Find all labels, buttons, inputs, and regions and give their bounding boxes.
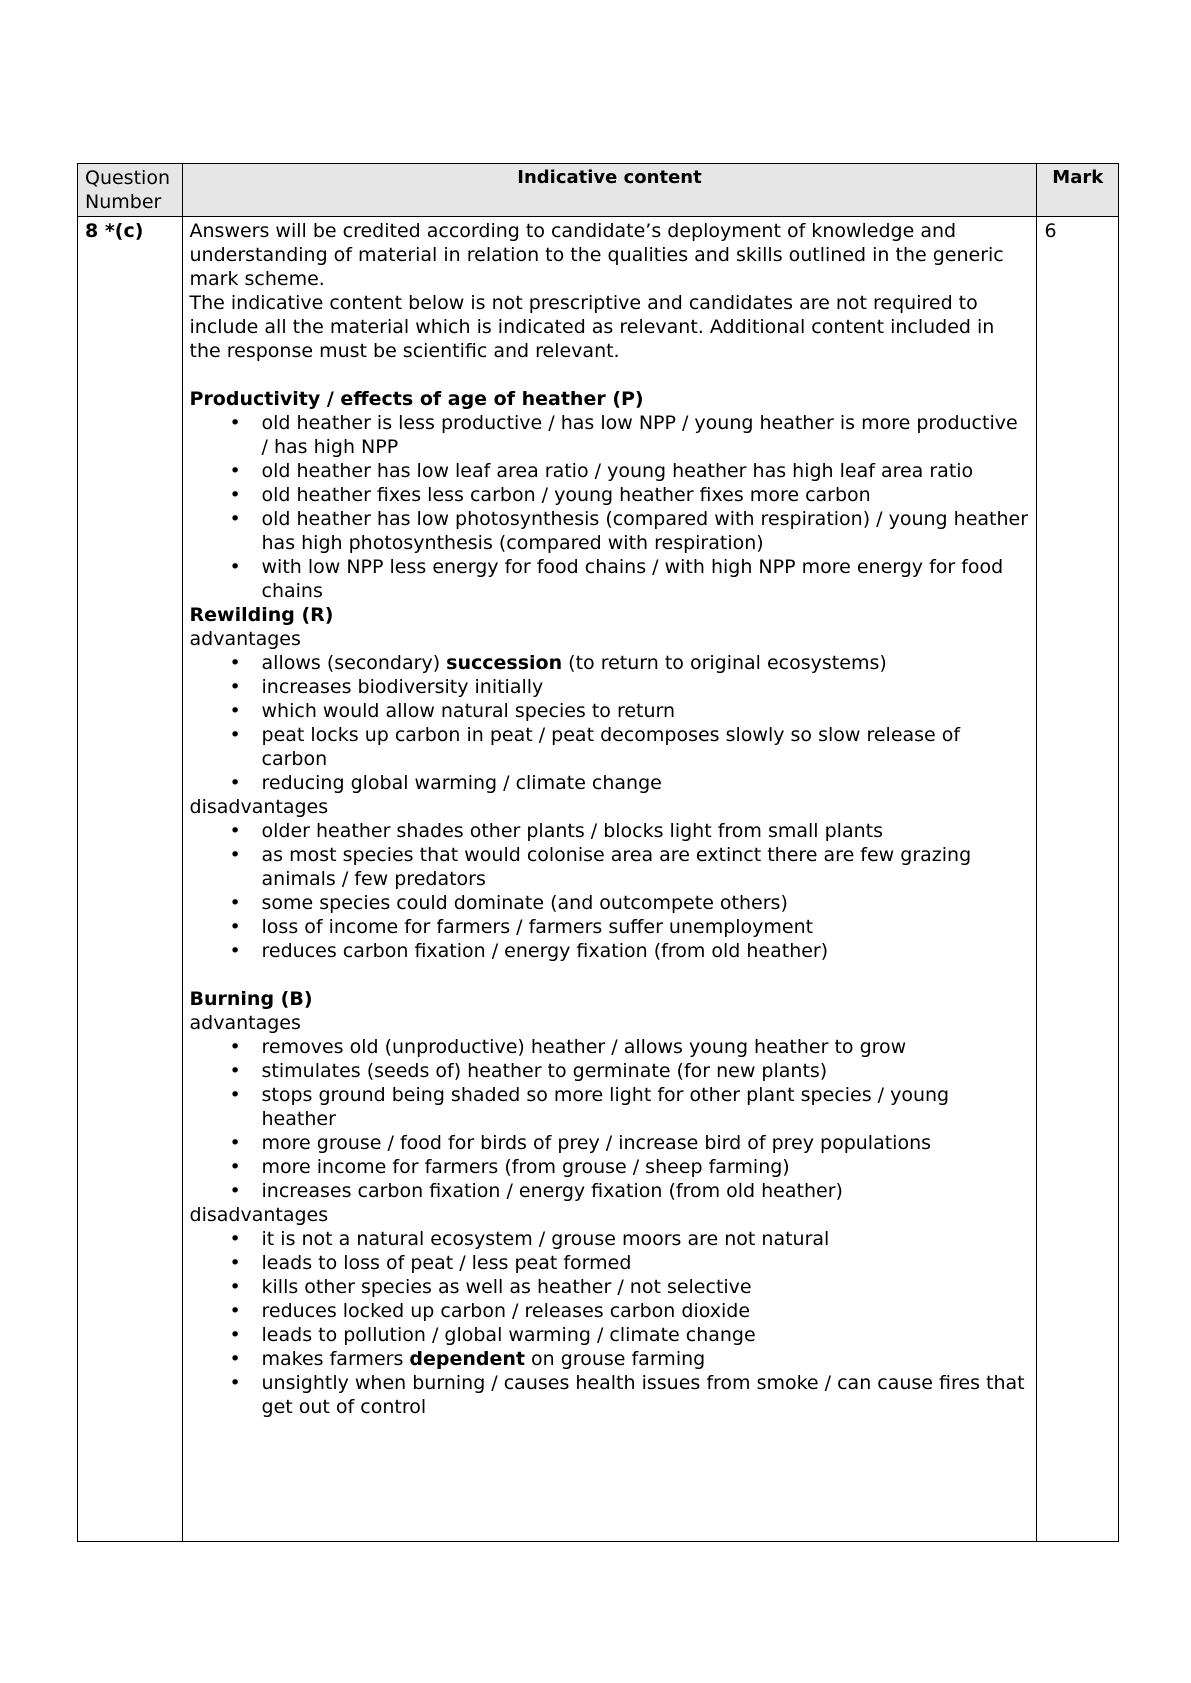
- list-item: • more income for farmers (from grouse / sheep farming): [262, 1155, 1030, 1179]
- list-item: • allows (secondary) succession (to return to original ecosystems): [262, 651, 1030, 675]
- header-mark: Mark: [1037, 164, 1119, 217]
- section-heading-productivity: Productivity / effects of age of heather (P): [189, 388, 644, 410]
- list-item: • unsightly when burning / causes health issues from smoke / can cause fires that get out of control: [262, 1371, 1030, 1419]
- list-item: • loss of income for farmers / farmers suffer unemployment: [262, 915, 1030, 939]
- header-question-number: Question Number: [78, 164, 183, 217]
- question-number: 8 *(c): [78, 217, 183, 1542]
- list-item: • stops ground being shaded so more light for other plant species / young heather: [262, 1083, 1030, 1131]
- list-item: • reduces locked up carbon / releases carbon dioxide: [262, 1299, 1030, 1323]
- list-item: • old heather is less productive / has low NPP / young heather is more productive / has high NPP: [262, 411, 1030, 459]
- list-item: • leads to pollution / global warming / climate change: [262, 1323, 1030, 1347]
- intro-paragraph: Answers will be credited according to candidate’s deployment of knowledge and understanding of material in relation to the qualities and skills outlined in the generic mark scheme.: [189, 220, 1004, 290]
- subheading-advantages: advantages: [189, 628, 301, 650]
- list-item: • old heather has low leaf area ratio / young heather has high leaf area ratio: [262, 459, 1030, 483]
- intro-paragraph: The indicative content below is not prescriptive and candidates are not required to include all the material which is indicated as relevant. Additional content included in the response must be scientific and relevant.: [189, 292, 995, 362]
- section-heading-burning: Burning (B): [189, 988, 313, 1010]
- list-item: • more grouse / food for birds of prey / increase bird of prey populations: [262, 1131, 1030, 1155]
- list-item: • old heather has low photosynthesis (compared with respiration) / young heather has high photosynthesis (compared with respiration): [262, 507, 1030, 555]
- list-item: • reduces carbon fixation / energy fixation (from old heather): [262, 939, 1030, 963]
- list-item: • kills other species as well as heather / not selective: [262, 1275, 1030, 1299]
- list-item: • removes old (unproductive) heather / allows young heather to grow: [262, 1035, 1030, 1059]
- subheading-disadvantages: disadvantages: [189, 1204, 329, 1226]
- list-item: • it is not a natural ecosystem / grouse moors are not natural: [262, 1227, 1030, 1251]
- rewilding-advantages-list: [190, 651, 1030, 795]
- list-item: • as most species that would colonise area are extinct there are few grazing animals / few predators: [262, 843, 1030, 891]
- list-item: • leads to loss of peat / less peat formed: [262, 1251, 1030, 1275]
- list-item: • makes farmers dependent on grouse farming: [262, 1347, 1030, 1371]
- header-row: [78, 164, 1119, 217]
- list-item: • increases carbon fixation / energy fixation (from old heather): [262, 1179, 1030, 1203]
- list-item: • reducing global warming / climate change: [262, 771, 1030, 795]
- burning-disadvantages-list: [190, 1227, 1030, 1419]
- list-item: • some species could dominate (and outcompete others): [262, 891, 1030, 915]
- productivity-list: [190, 411, 1030, 603]
- list-item: • older heather shades other plants / blocks light from small plants: [262, 819, 1030, 843]
- list-item: • with low NPP less energy for food chains / with high NPP more energy for food chains: [262, 555, 1030, 603]
- answer-row: [78, 217, 1119, 1542]
- list-item: • peat locks up carbon in peat / peat decomposes slowly so slow release of carbon: [262, 723, 1030, 771]
- list-item: • increases biodiversity initially: [262, 675, 1030, 699]
- subheading-advantages: advantages: [189, 1012, 301, 1034]
- section-heading-rewilding: Rewilding (R): [189, 604, 334, 626]
- list-item: • old heather fixes less carbon / young heather fixes more carbon: [262, 483, 1030, 507]
- mark-value: 6: [1037, 217, 1119, 1542]
- list-item: • stimulates (seeds of) heather to germinate (for new plants): [262, 1059, 1030, 1083]
- burning-advantages-list: [190, 1035, 1030, 1203]
- subheading-disadvantages: disadvantages: [189, 796, 329, 818]
- rewilding-disadvantages-list: [190, 819, 1030, 963]
- header-indicative-content: Indicative content: [182, 164, 1037, 217]
- indicative-content: [182, 217, 1037, 1542]
- mark-scheme-table: [77, 163, 1119, 1542]
- list-item: • which would allow natural species to return: [262, 699, 1030, 723]
